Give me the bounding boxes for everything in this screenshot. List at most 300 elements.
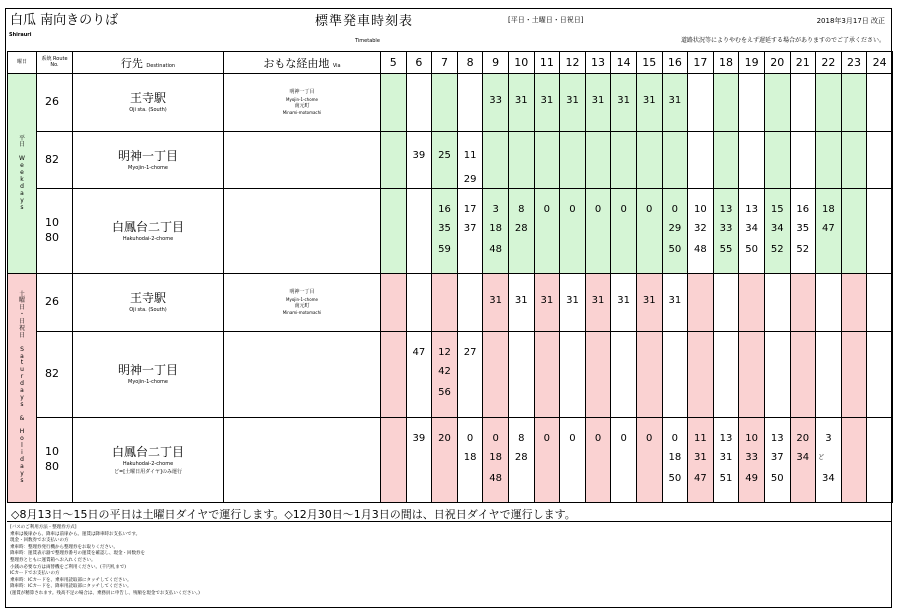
departure-minute: 0	[620, 433, 627, 444]
departure-minute: 0	[569, 433, 576, 444]
day-type-label	[8, 74, 37, 274]
hour-cell-6	[406, 189, 432, 274]
hour-cell-19	[739, 418, 765, 503]
destination-en: Myojin-1-chome	[128, 379, 168, 386]
destination	[73, 74, 224, 132]
hour-cell-11	[534, 189, 560, 274]
hour-cell-11	[534, 274, 560, 332]
via-header-en: Via	[332, 62, 341, 69]
hour-cell-21	[790, 189, 816, 274]
route-number-value: 80	[45, 231, 59, 244]
hour-header-20: 20	[764, 52, 790, 74]
hour-cell-9	[483, 74, 509, 132]
hour-cell-13	[585, 332, 611, 418]
hour-cell-11	[534, 74, 560, 132]
hour-header-8: 8	[457, 52, 483, 74]
departure-minute: 20	[438, 433, 451, 444]
departure-minute: 35	[438, 223, 451, 234]
departure-minute: 48	[489, 244, 503, 255]
day-type-char: 日	[18, 304, 25, 312]
hour-cell-12	[560, 418, 586, 503]
hour-header-5: 5	[381, 52, 407, 74]
destination-ja: 王寺駅	[129, 91, 166, 106]
hour-cell-19	[739, 332, 765, 418]
departure-minute: 47	[694, 473, 707, 484]
hour-cell-19	[739, 132, 765, 189]
day-type-char: H	[19, 428, 25, 436]
departure-minute: 31	[642, 295, 656, 306]
departure-minute: 56	[438, 387, 451, 398]
destination	[73, 274, 224, 332]
destination-en: Oji sta. (South)	[129, 307, 167, 314]
departure-minute: 31	[566, 295, 579, 306]
hour-cell-11	[534, 418, 560, 503]
hour-cell-21	[790, 132, 816, 189]
payment-notes	[10, 525, 200, 598]
departure-minute: 0	[620, 204, 627, 215]
hour-cell-20	[764, 332, 790, 418]
hour-cell-21	[790, 418, 816, 503]
day-types: [平日・土曜日・日祝日]	[508, 16, 584, 24]
departure-minute: 13	[770, 433, 784, 444]
hour-cell-23	[841, 274, 867, 332]
hour-cell-11	[534, 132, 560, 189]
hour-cell-22	[816, 132, 842, 189]
hour-cell-18	[713, 189, 739, 274]
day-type-char: e	[20, 162, 24, 170]
hour-cell-10	[508, 189, 534, 274]
departure-minute: 31	[694, 452, 707, 463]
route-number-value: 26	[45, 95, 59, 109]
hour-header-9: 9	[483, 52, 509, 74]
day-type-char: e	[20, 169, 24, 177]
day-type-char: a	[20, 387, 24, 394]
day-type-char: i	[21, 449, 23, 457]
via-stops	[224, 418, 381, 503]
hour-cell-7	[432, 132, 458, 189]
hour-header-6: 6	[406, 52, 432, 74]
hour-header-17: 17	[688, 52, 714, 74]
route-number-value: 82	[45, 152, 59, 166]
hour-cell-10	[508, 274, 534, 332]
day-type-char: S	[20, 345, 24, 353]
destination-ja: 白鳳台二丁目	[111, 219, 184, 234]
hour-cell-7	[432, 274, 458, 332]
departure-minute: 33	[745, 452, 758, 463]
hour-cell-8	[457, 132, 483, 189]
departure-minute: 33	[719, 223, 733, 234]
departure-minute: 37	[770, 452, 784, 463]
payment-note-line: 整理券とともに運賃箱へお入れください。	[10, 557, 96, 563]
hour-cell-12	[560, 332, 586, 418]
hour-cell-10	[508, 132, 534, 189]
route-number-value: 82	[45, 367, 59, 381]
hour-cell-23	[841, 74, 867, 132]
hour-cell-13	[585, 418, 611, 503]
departure-minute: 28	[514, 223, 528, 234]
hour-cell-18	[713, 132, 739, 189]
table-row	[8, 74, 893, 132]
route-number	[37, 132, 73, 189]
hour-cell-14	[611, 132, 637, 189]
departure-minute: 48	[694, 244, 707, 255]
departure-minute: 52	[770, 244, 784, 255]
route-number	[37, 189, 73, 274]
departure-minute: 31	[617, 95, 630, 106]
hour-cell-5	[381, 332, 407, 418]
route-number	[37, 274, 73, 332]
departure-minute: 42	[438, 366, 451, 377]
departure-minute: 16	[438, 204, 451, 215]
departure-minute: 31	[617, 295, 630, 306]
departure-minute: 18	[463, 452, 477, 463]
day-type-char: 土	[18, 290, 25, 298]
hour-cell-24	[867, 274, 893, 332]
timetable	[7, 51, 893, 503]
hour-cell-15	[636, 189, 662, 274]
hour-cell-17	[688, 132, 714, 189]
table-row	[8, 132, 893, 189]
departure-minute: 31	[514, 95, 528, 106]
hour-cell-13	[585, 274, 611, 332]
day-type-char: &	[19, 414, 25, 422]
destination-ja: 白鳳台二丁目	[111, 445, 184, 460]
hour-cell-18	[713, 74, 739, 132]
hour-cell-20	[764, 74, 790, 132]
destination-ja: 明神一丁目	[117, 363, 178, 378]
destination	[73, 189, 224, 274]
hour-cell-13	[585, 74, 611, 132]
departure-minute: 13	[719, 204, 733, 215]
departure-minute: 34	[745, 223, 758, 234]
departure-minute: 13	[719, 433, 733, 444]
day-type-char: l	[21, 442, 23, 450]
day-type-char: 平	[18, 134, 25, 142]
hour-cell-6	[406, 74, 432, 132]
via-stop: Minami-motomachi	[282, 309, 322, 315]
via-stop: 明神一丁目	[289, 289, 315, 296]
hour-cell-24	[867, 332, 893, 418]
departure-minute: 34	[796, 452, 810, 463]
destination-header	[73, 52, 224, 74]
departure-minute: 0	[594, 204, 602, 215]
hour-cell-17	[688, 418, 714, 503]
day-type-label	[8, 274, 37, 503]
hour-cell-5	[381, 132, 407, 189]
departure-minute: 18	[489, 223, 503, 234]
hour-header-19: 19	[739, 52, 765, 74]
departure-minute: 47	[822, 223, 835, 234]
hour-cell-10	[508, 332, 534, 418]
destination-en: Oji sta. (South)	[129, 107, 167, 114]
hour-header-14: 14	[611, 52, 637, 74]
departure-minute: 0	[671, 204, 679, 215]
via-stops	[224, 332, 381, 418]
day-type-char: 祝	[18, 324, 25, 332]
departure-minute: 0	[543, 433, 551, 444]
via-stop: Myojin-1-chome	[286, 296, 318, 302]
hour-cell-15	[636, 132, 662, 189]
hour-cell-18	[713, 418, 739, 503]
departure-minute: 18	[668, 452, 682, 463]
hour-cell-19	[739, 274, 765, 332]
departure-minute: 49	[745, 473, 758, 484]
departure-minute: 13	[745, 204, 758, 215]
hour-cell-20	[764, 189, 790, 274]
stop-name: 白瓜 南向きのりば	[10, 13, 119, 28]
departure-minute: 0	[671, 433, 679, 444]
hour-cell-14	[611, 332, 637, 418]
hour-cell-15	[636, 418, 662, 503]
departure-minute: 39	[412, 150, 426, 161]
hour-cell-10	[508, 418, 534, 503]
departure-minute: 11	[463, 150, 477, 161]
payment-note-line: 降車時：運賃表示器で整理券番号の運賃を確認し、現金・回数券を	[10, 551, 145, 557]
hour-header-23: 23	[841, 52, 867, 74]
hour-cell-16	[662, 418, 688, 503]
hour-cell-22	[816, 74, 842, 132]
day-type-char: ・	[18, 311, 25, 319]
table-row	[8, 274, 893, 332]
hour-cell-17	[688, 274, 714, 332]
day-type-char: d	[20, 455, 24, 463]
hour-cell-24	[867, 74, 893, 132]
hour-cell-23	[841, 132, 867, 189]
hour-cell-16	[662, 132, 688, 189]
payment-note-line: 小銭の必要な方は両替機をご利用ください。(千円札まで)	[10, 564, 127, 570]
destination	[73, 132, 224, 189]
hour-cell-12	[560, 132, 586, 189]
departure-minute: 0	[646, 433, 653, 444]
hour-cell-8	[457, 332, 483, 418]
via-stops	[224, 274, 381, 332]
hour-header-7: 7	[432, 52, 458, 74]
hour-header-12: 12	[560, 52, 586, 74]
hour-cell-19	[739, 189, 765, 274]
hour-cell-7	[432, 418, 458, 503]
departure-minute: 8	[518, 433, 525, 444]
hour-header-15: 15	[636, 52, 662, 74]
hour-cell-8	[457, 418, 483, 503]
day-type-char: a	[20, 462, 24, 470]
via-header-ja: おもな経由地	[263, 56, 330, 70]
via-header	[224, 52, 381, 74]
hour-cell-20	[764, 418, 790, 503]
day-type-char: d	[20, 380, 24, 388]
departure-minute: 39	[412, 433, 426, 444]
hour-cell-14	[611, 418, 637, 503]
departure-minute: 0	[594, 433, 602, 444]
destination	[73, 332, 224, 418]
departure-minute: 50	[668, 473, 682, 484]
hour-cell-9	[483, 274, 509, 332]
departure-minute: 31	[642, 95, 656, 106]
route-number	[37, 418, 73, 503]
payment-note-line: 乗車時：ICカードを、乗車用読取部にタッチしてください。	[10, 577, 132, 583]
departure-minute: 59	[438, 244, 451, 255]
departure-minute: 8	[518, 204, 525, 215]
day-type-char: 日	[18, 141, 25, 149]
payment-note-line: [バスのご利用方法・整理券方式]	[10, 525, 77, 530]
hour-cell-6	[406, 274, 432, 332]
hour-header-24: 24	[867, 52, 893, 74]
day-type-char: W	[19, 155, 25, 163]
hour-cell-9	[483, 132, 509, 189]
hour-cell-24	[867, 418, 893, 503]
hour-cell-9	[483, 418, 509, 503]
header-row	[8, 52, 893, 74]
departure-minute: 37	[463, 223, 477, 234]
departure-minute: 32	[694, 223, 707, 234]
hour-cell-11	[534, 332, 560, 418]
departure-minute: 20	[796, 433, 810, 444]
via-stop: 南元町	[294, 302, 310, 309]
hour-cell-5	[381, 74, 407, 132]
hour-cell-17	[688, 332, 714, 418]
departure-minute: 31	[540, 295, 554, 306]
via-stops	[224, 189, 381, 274]
via-stop: 明神一丁目	[289, 89, 315, 96]
hour-cell-13	[585, 189, 611, 274]
route-number	[37, 332, 73, 418]
hour-cell-15	[636, 274, 662, 332]
route-header: 系統 Route No.	[37, 52, 73, 74]
hour-cell-17	[688, 74, 714, 132]
hour-cell-15	[636, 74, 662, 132]
departure-minute: 34	[822, 473, 835, 484]
departure-minute: 17	[463, 204, 477, 215]
destination-en: Hakuhodai-2-chome	[122, 235, 174, 242]
hour-header-11: 11	[534, 52, 560, 74]
departure-minute: 27	[463, 347, 477, 358]
departure-minute: 12	[438, 347, 451, 358]
departure-minute: 28	[514, 452, 528, 463]
destination-header-en: Destination	[146, 62, 176, 69]
departure-minute: 34	[770, 223, 784, 234]
hour-cell-5	[381, 418, 407, 503]
hour-cell-21	[790, 332, 816, 418]
hour-cell-14	[611, 274, 637, 332]
hour-cell-16	[662, 189, 688, 274]
hour-cell-12	[560, 189, 586, 274]
day-header: 曜日	[8, 52, 37, 74]
departure-minute: 31	[591, 95, 605, 106]
payment-note-line: 乗車時：整理券発行機から整理券をお取りください。	[10, 544, 118, 550]
delay-note: 道路状況等によりやむをえず遅延する場合がありますのでご了承ください。	[680, 37, 885, 44]
departure-minute: 18	[489, 452, 503, 463]
route-number-value: 10	[45, 216, 59, 230]
departure-minute: 35	[796, 223, 810, 234]
hour-cell-12	[560, 74, 586, 132]
departure-minute: 3	[825, 433, 832, 444]
hour-cell-12	[560, 274, 586, 332]
departure-minute: 50	[745, 244, 758, 255]
hour-cell-17	[688, 189, 714, 274]
hour-cell-20	[764, 274, 790, 332]
departure-minute: 50	[668, 244, 682, 255]
departure-minute: 0	[569, 204, 576, 215]
departure-minute: 31	[668, 95, 682, 106]
hour-cell-23	[841, 189, 867, 274]
departure-minute: 0	[543, 204, 551, 215]
departure-minute: 31	[566, 95, 579, 106]
day-type-char: 曜	[18, 297, 25, 305]
departure-minute: 48	[489, 473, 503, 484]
table-row	[8, 189, 893, 274]
hour-cell-9	[483, 332, 509, 418]
day-type-char: a	[20, 352, 24, 360]
hour-cell-6	[406, 332, 432, 418]
page-title: 標準発車時刻表	[315, 14, 414, 29]
day-type-char: r	[20, 373, 24, 381]
hour-header-16: 16	[662, 52, 688, 74]
departure-minute: 55	[719, 244, 733, 255]
departure-minute: 29	[668, 223, 682, 234]
departure-minute: 29	[463, 174, 477, 185]
hour-cell-7	[432, 74, 458, 132]
hour-cell-8	[457, 74, 483, 132]
destination-en: Hakuhodai-2-chome	[122, 461, 174, 468]
hour-cell-21	[790, 74, 816, 132]
route-number-value: 26	[45, 295, 59, 309]
hour-cell-5	[381, 189, 407, 274]
departure-minute: 11	[694, 433, 707, 444]
hour-cell-18	[713, 332, 739, 418]
hour-cell-24	[867, 189, 893, 274]
departure-minute: ど	[818, 454, 825, 461]
departure-minute: 31	[514, 295, 528, 306]
timetable-sheet	[5, 8, 892, 608]
departure-minute: 51	[719, 473, 733, 484]
hour-cell-7	[432, 332, 458, 418]
hour-header-21: 21	[790, 52, 816, 74]
day-type-char: d	[20, 182, 24, 190]
route-number-value: 80	[45, 460, 59, 473]
hour-cell-24	[867, 132, 893, 189]
hour-cell-22	[816, 418, 842, 503]
day-type-char: o	[20, 435, 24, 443]
hour-cell-14	[611, 189, 637, 274]
day-type-char: y	[20, 196, 24, 204]
via-stop: Minami-motomachi	[282, 109, 322, 115]
departure-minute: 31	[591, 295, 605, 306]
hour-cell-16	[662, 74, 688, 132]
day-type-char: 日	[18, 318, 25, 326]
departure-minute: 0	[492, 433, 499, 444]
destination-ja: 王寺駅	[129, 291, 166, 306]
day-type-char: t	[20, 359, 24, 367]
hour-cell-6	[406, 418, 432, 503]
departure-minute: 10	[694, 204, 707, 215]
departure-minute: 0	[466, 433, 474, 444]
day-type-char: y	[20, 393, 24, 401]
payment-note-line: 乗車は後扉から、降車は前扉から。運賃は降車時お支払いです。	[10, 531, 141, 537]
hour-header-22: 22	[816, 52, 842, 74]
hour-cell-8	[457, 274, 483, 332]
departure-minute: 0	[646, 204, 653, 215]
departure-minute: 31	[489, 295, 503, 306]
hour-cell-20	[764, 132, 790, 189]
destination	[73, 418, 224, 503]
hour-cell-22	[816, 332, 842, 418]
day-type-char: s	[20, 476, 24, 484]
departure-minute: 47	[412, 347, 426, 358]
day-type-char: s	[20, 203, 24, 211]
payment-note-line: ICカードでお支払いの方	[10, 571, 60, 577]
departure-minute: 25	[438, 150, 451, 161]
destination-note: ど=[土曜日用ダイヤ]のみ運行	[114, 468, 182, 475]
payment-note-line: (運賃が精算されます。残高不足の場合は、乗務員に申告し、残額を現金でお支払いください。)	[10, 590, 200, 596]
